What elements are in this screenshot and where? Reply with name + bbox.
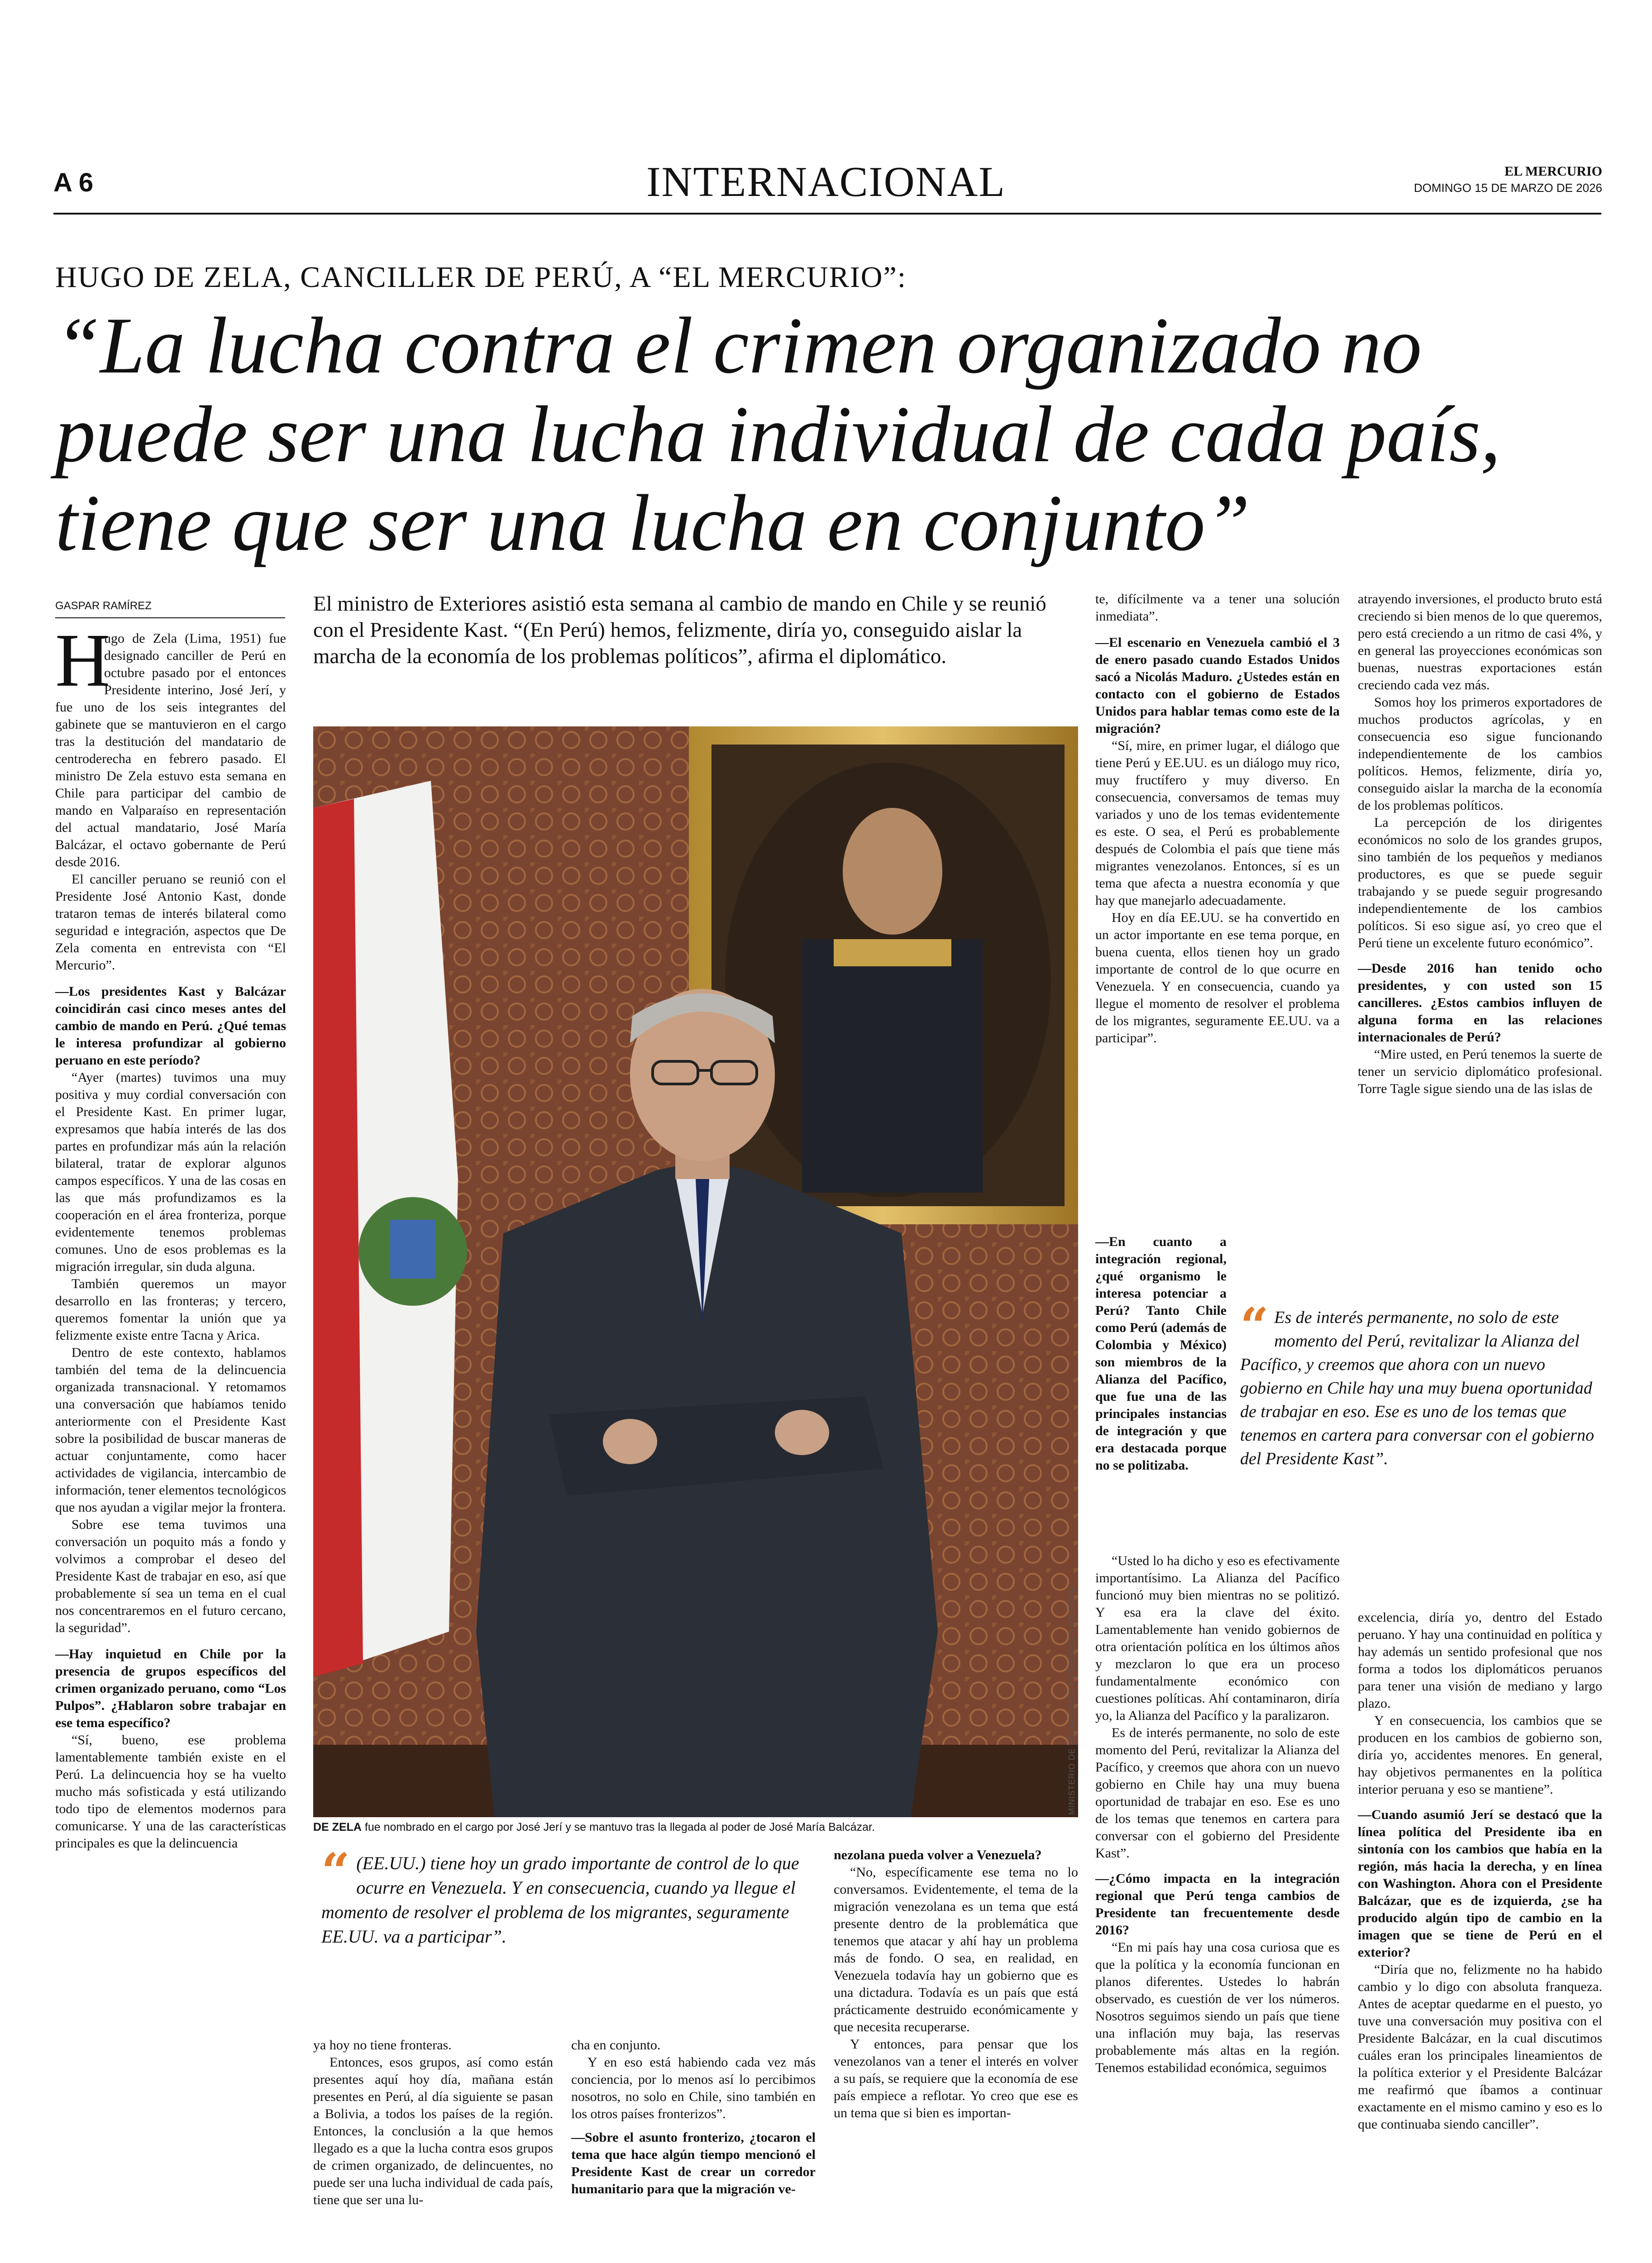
col4-para-2: “Sí, mire, en primer lugar, el diálogo que tiene Perú y EE.UU. es un diálogo muy rico, muy fructífero y muy diverso. En consecuencia, conversamos de temas muy variados y uno de los temas evidentemente es este. O sea, el Perú es probablemente después de Colombia el país que tiene más migrantes venezolanos. Entonces, sí es un tema que afecta a nuestra economía y que hay que manejarlo adecuadamente. xyxy=(1095,738,1340,908)
caption-text: fue nombrado en el cargo por José Jerí y se mantuvo tras la llegada al poder de José María Balcázar. xyxy=(361,1821,875,1833)
col4-question-2: —En cuanto a integración regional, ¿qué organismo le interesa potenciar a Perú? Tanto Chile como Perú (además de Colombia y México) son miembros de la Alianza del Pacífico, que fue una de las principales instancias de integración y que era destacada porque no se politizaba. xyxy=(1095,1234,1227,1473)
col5-para-6: Y en consecuencia, los cambios que se producen en los cambios de gobierno son, diría yo, accidentes menores. En general, hay objetivos permanentes en la política interior peruana y eso se mantiene”. xyxy=(1358,1713,1602,1797)
dropcap-spacer xyxy=(55,630,104,697)
col4-para-0: te, difícilmente va a tener una solución inmediata”. xyxy=(1095,592,1340,624)
quote-mark-icon: “ xyxy=(321,1842,350,1900)
col1-para-3: “Ayer (martes) tuvimos una muy positiva y muy cordial conversación con el Presidente Kast. En primer lugar, expresamos que había interés de las dos partes en profundizar más aún la relación bilateral, tratar de explorar algunos campos específicos. Y una de las cosas en las que más profundizamos es la cooperación en el área fronteriza, porque evidentemente tenemos problemas comunes. Uno de esos problemas es la migración irregular, sin duda alguna. xyxy=(55,1070,286,1274)
col1-para-5: Dentro de este contexto, hablamos también del tema de la delincuencia organizada transnacional. Y retomamos una conversación que habíamos tenido anteriormente con el Presidente Kast sobre la posibilidad de buscar maneras de actuar conjuntamente, como hacer actividades de vigilancia, intercambio de información, tener elementos tecnológicos que nos ayudan a vigilar mejor la frontera. xyxy=(55,1345,286,1515)
col1-question-2: —Hay inquietud en Chile por la presencia de grupos específicos del crimen organizado peruano, como “Los Pulpos”. ¿Hablaron sobre trabajar en ese tema específico? xyxy=(55,1647,286,1730)
col4a-question: nezolana pueda volver a Venezuela? xyxy=(834,1848,1042,1862)
column-4a xyxy=(834,1847,1078,2122)
pull-quote-2-text: Es de interés permanente, no solo de este momento del Perú, revitalizar la Alianza del Pacífico, y creemos que ahora con un nuevo gobierno en Chile hay una muy buena oportunidad de trabajar en eso. Ese es uno de los temas que tenemos en cartera para conversar con el gobierno del Presidente Kast”. xyxy=(1240,1308,1595,1468)
col2-para-1: Entonces, esos grupos, así como están presentes aquí hoy día, mañana están presentes en Perú, al día siguiente se pasan a Bolivia, a todos los países de la región. Entonces, la conclusión a la que hemos llegado es a que la lucha contra esos grupos de crimen organizado, de delincuentes, no puede ser una lucha individual de cada país, tiene que ser una lu- xyxy=(313,2055,553,2207)
col2-para-0: ya hoy no tiene fronteras. xyxy=(313,2038,452,2053)
headline xyxy=(55,301,1603,567)
col3-para-0: cha en conjunto. xyxy=(571,2038,661,2053)
col5-para-0: atrayendo inversiones, el producto bruto está creciendo si bien menos de lo que queremos, pero está creciendo a un ritmo de casi 4%, y en general las proyecciones económicas son buenas, nuestras exportaciones están creciendo cada vez más. xyxy=(1358,592,1602,692)
page-number: A 6 xyxy=(53,168,94,197)
col4-para-3: Hoy en día EE.UU. se ha convertido en un actor importante en ese tema porque, en buena cuenta, ellos tienen hoy un grado importante de control de lo que ocurre en Venezuela. Y en consecuencia, cuando ya llegue el momento de resolver el problema de los migrantes, seguramente EE.UU. va a participar”. xyxy=(1095,910,1340,1046)
photo-credit: MINISTERIO DE RELACIONES EXTERIORES DE PERÚ xyxy=(1067,1586,1076,1815)
header-rule xyxy=(53,213,1601,215)
col4a-para-2: Y entonces, para pensar que los venezolanos van a tener el interés en volver a su país, se requiere que la economía de ese país empiece a reflotar. Yo creo que ese es un tema que si bien es importan- xyxy=(834,2037,1078,2120)
col3-question: —Sobre el asunto fronterizo, ¿tocaron el tema que hace algún tiempo mencionó el Presidente Kast de crear un corredor humanitario para que la migración ve- xyxy=(571,2130,816,2196)
section-title: INTERNACIONAL xyxy=(646,158,1006,205)
headline-line-2: puede ser una lucha individual de cada país, xyxy=(55,389,1501,479)
column-5-lower xyxy=(1358,1609,1602,2133)
col1-question-1: —Los presidentes Kast y Balcázar coincidirán casi cinco meses antes del cambio de mando en Perú. ¿Qué temas le interesa profundizar al gobierno peruano en este período? xyxy=(55,984,286,1068)
col4a-para-1: “No, específicamente ese tema no lo conversamos. Evidentemente, el tema de la migración venezolana es un tema que está presente dentro de la problemática que tenemos que atacar y ahí hay un problema más de fondo. O sea, en realidad, en Venezuela todavía hay un gobierno que es una dictadura. Todavía es un país que está prácticamente destruido económicamente y que necesita recuperarse. xyxy=(834,1865,1078,2034)
kicker: HUGO DE ZELA, CANCILLER DE PERÚ, A “EL MERCURIO”: xyxy=(55,261,907,294)
paper-name: EL MERCURIO xyxy=(1504,164,1602,179)
paper-date: DOMINGO 15 DE MARZO DE 2026 xyxy=(1413,181,1602,195)
col1-para-0: ugo de Zela (Lima, 1951) fue designado canciller de Perú en octubre pasado por el entonces Presidente interino, José Jerí, y fue uno de los seis integrantes del gabinete que se mantuvieron en el cargo tras la destitución del mandatario de centroderecha en febrero pasado. El ministro De Zela estuvo esta semana en Chile para participar del cambio de mando en Valparaíso en representación del actual mandatario, José María Balcázar, el octavo gobernante de Perú desde 2016. xyxy=(55,631,286,869)
pull-quote-1 xyxy=(321,1842,828,1949)
col4-question-3: —¿Cómo impacta en la integración regional que Perú tenga cambios de Presidente tan frecuentemente desde 2016? xyxy=(1095,1871,1340,1938)
col1-para-1: El canciller peruano se reunió con el Presidente José Antonio Kast, donde trataron temas de interés bilateral como seguridad e integración, aspectos que De Zela comenta en entrevista con “El Mercurio”. xyxy=(55,872,286,973)
col5-para-4: “Mire usted, en Perú tenemos la suerte de tener un servicio diplomático profesional. Torre Tagle sigue siendo una de las islas de xyxy=(1358,1047,1602,1096)
column-4-question xyxy=(1095,1233,1227,1474)
column-2 xyxy=(313,2037,553,2209)
byline: GASPAR RAMÍREZ xyxy=(55,600,152,612)
col4-question-1: —El escenario en Venezuela cambió el 3 de enero pasado cuando Estados Unidos sacó a Nicolás Maduro. ¿Ustedes están en contacto con el gobierno de Estados Unidos para hablar temas como este de la migración? xyxy=(1095,635,1340,736)
main-photo xyxy=(313,726,1078,1817)
col5-para-5: excelencia, diría yo, dentro del Estado peruano. Y hay una continuidad en política y hay además un sentido profesional que nos forma a todos los diplomáticos peruanos para tener una visión de mediano y largo plazo. xyxy=(1358,1610,1602,1711)
caption-lead: DE ZELA xyxy=(313,1821,362,1833)
portrait-scene-icon xyxy=(313,726,1078,1817)
col5-question-1: —Desde 2016 han tenido ocho presidentes, y con usted son 15 cancilleres. ¿Estos cambios influyen de alguna forma en las relaciones internacionales de Perú? xyxy=(1358,961,1602,1045)
main-photo-caption xyxy=(313,1820,1078,1834)
col3-para-1: Y en eso está habiendo cada vez más conciencia, por lo menos así lo percibimos nosotros, no solo en Chile, sino también en los otros países fronterizos”. xyxy=(571,2055,816,2121)
col1-para-8: “Sí, bueno, ese problema lamentablemente también existe en el Perú. La delincuencia hoy se ha vuelto mucho más sofisticada y está utilizando todo tipo de elementos modernos para comunicarse. Y una de las características principales es que la delincuencia xyxy=(55,1733,286,1851)
col4-para-5: Es de interés permanente, no solo de este momento del Perú, revitalizar la Alianza del Pacífico, y creemos que ahora con un nuevo gobierno en Chile hay una muy buena oportunidad de trabajar en eso. Ese es uno de los temas que tenemos en cartera para conversar con el gobierno del Presidente Kast”. xyxy=(1095,1725,1340,1861)
column-4 xyxy=(1095,591,1340,1047)
col5-para-1: Somos hoy los primeros exportadores de muchos productos agrícolas, y en consecuencia eso sigue funcionando independientemente de los cambios políticos. Hemos, felizmente, diría yo, conseguido aislar la marcha de la economía de los problemas políticos. xyxy=(1358,695,1602,813)
col4-para-4: “Usted lo ha dicho y eso es efectivamente importantísimo. La Alianza del Pacífico funcionó muy bien mientras no se politizó. Y esa era la clave del éxito. Lamentablemente han venido gobiernos de otra orientación política en los últimos años y mezclaron lo que era un proceso fundamentalmente económico con cuestiones políticas. Ahí contaminaron, diría yo, la Alianza del Pacífico y la paralizaron. xyxy=(1095,1553,1340,1723)
dropcap: H xyxy=(55,618,110,702)
quote-mark-icon: “ xyxy=(1240,1297,1269,1355)
pull-quote-1-text: (EE.UU.) tiene hoy un grado importante de control de lo que ocurre en Venezuela. Y en consecuencia, cuando ya llegue el momento de resolver el problema de los migrantes, seguramente EE.UU. va a participar”. xyxy=(321,1853,799,1947)
column-5 xyxy=(1358,591,1602,1098)
col1-para-4: También queremos un mayor desarrollo en las fronteras; y tercero, queremos fomentar la unión que ya felizmente existe entre Tacna y Arica. xyxy=(55,1276,286,1343)
col5-question-2: —Cuando asumió Jerí se destacó que la línea política del Presidente iba en sintonía con los cambios que había en la región, más hacia la derecha, y en línea con Washington. Ahora con el Presidente Balcázar, que es de izquierda, ¿se ha producido algún tipo de cambio en la imagen que se tiene de Perú en el exterior? xyxy=(1358,1807,1602,1960)
col4-para-6: “En mi país hay una cosa curiosa que es que la política y la economía funcionan en planos diferentes. Ustedes lo habrán observado, es cuestión de ver los números. Nosotros seguimos siendo un país que tiene una inflación muy baja, las reservas probablemente más altas en la región. Tenemos estabilidad económica, seguimos xyxy=(1095,1940,1340,2075)
col1-para-6: Sobre ese tema tuvimos una conversación un poquito más a fondo y volvimos a comprobar el deseo del Presidente Kast de trabajar en eso, así que probablemente sí sea un tema en el cual nos concentraremos en el futuro cercano, la seguridad”. xyxy=(55,1517,286,1635)
headline-line-1: “La lucha contra el crimen organizado no xyxy=(55,301,1422,390)
lead: El ministro de Exteriores asistió esta semana al cambio de mando en Chile y se reunió con el Presidente Kast. “(En Perú) hemos, felizmente, diría yo, conseguido aislar la marcha de la economía de los problemas políticos”, afirma el diplomático. xyxy=(313,592,1046,668)
col5-para-2: La percepción de los dirigentes económicos no solo de los grandes grupos, sino también de los pequeños y medianos productores, es que se puede seguir trabajando y se puede seguir progresando independientemente de los cambios políticos. Si eso sigue así, yo creo que el Perú tiene un excelente futuro económico”. xyxy=(1358,815,1602,950)
column-3 xyxy=(571,2037,816,2198)
col5-para-7: “Diría que no, felizmente no ha habido cambio y lo digo con absoluta franqueza. Antes de aceptar quedarme en el puesto, yo tuve una conversación muy positiva con el Presidente Balcázar, en la cual discutimos cuáles eran los principales lineamientos de la política exterior y el Presidente Balcázar me reafirmó que íbamos a continuar exactamente en el mismo camino y eso es lo que continuaba siendo canciller”. xyxy=(1358,1962,1602,2132)
column-4-lower xyxy=(1095,1552,1340,2077)
pull-quote-2 xyxy=(1240,1297,1602,1470)
headline-line-3: tiene que ser una lucha en conjunto” xyxy=(55,478,1250,568)
column-1 xyxy=(55,630,286,1852)
